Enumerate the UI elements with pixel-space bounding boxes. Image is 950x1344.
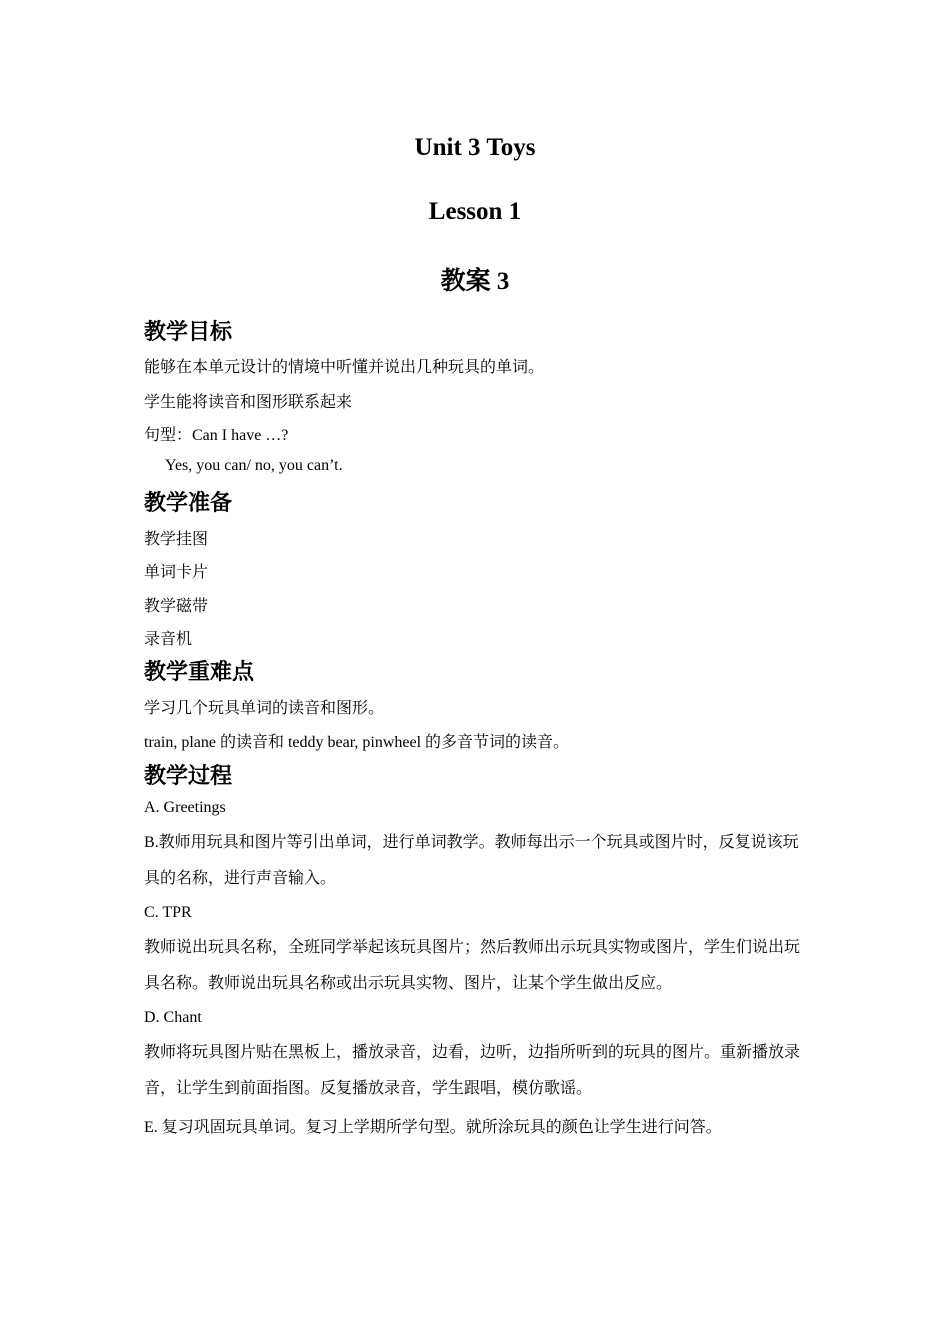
preparation-item: 教学挂图 bbox=[144, 531, 209, 548]
unit-title: Unit 3 Toys bbox=[414, 134, 536, 161]
process-step: B.教师用玩具和图片等引出单词，进行单词教学。教师每出示一个玩具或图片时，反复说该玩具的名称，进行声音输入。 bbox=[144, 834, 799, 887]
objective-item: 能够在本单元设计的情境中听懂并说出几种玩具的单词。 bbox=[144, 359, 545, 376]
process-step: D. Chant bbox=[144, 1009, 202, 1026]
lesson-title: Lesson 1 bbox=[428, 198, 522, 225]
process-step: C. TPR bbox=[144, 904, 192, 921]
process-step: E. 复习巩固玩具单词。复习上学期所学句型。就所涂玩具的颜色让学生进行问答。 bbox=[144, 1119, 722, 1136]
objective-item: 句型：Can I have …? bbox=[144, 427, 289, 444]
plan-title: 教案 3 bbox=[440, 268, 510, 295]
objective-item: 学生能将读音和图形联系起来 bbox=[144, 394, 353, 411]
keypoints-heading: 教学重难点 bbox=[144, 660, 255, 685]
process-step: 教师将玩具图片贴在黑板上，播放录音，边看，边听，边指所听到的玩具的图片。重新播放录音，让学生到前面指图。反复播放录音，学生跟唱，模仿歌谣。 bbox=[144, 1044, 801, 1097]
process-heading: 教学过程 bbox=[144, 764, 233, 789]
preparation-item: 单词卡片 bbox=[144, 564, 209, 581]
preparation-heading: 教学准备 bbox=[144, 491, 233, 516]
process-step: A. Greetings bbox=[144, 799, 226, 816]
objectives-heading: 教学目标 bbox=[144, 320, 233, 345]
keypoint-item: 学习几个玩具单词的读音和图形。 bbox=[144, 700, 385, 717]
process-step: 教师说出玩具名称，全班同学举起该玩具图片；然后教师出示玩具实物或图片，学生们说出玩具名称。教师说出玩具名称或出示玩具实物、图片，让某个学生做出反应。 bbox=[144, 939, 801, 992]
objective-item: Yes, you can/ no, you can’t. bbox=[165, 457, 343, 474]
keypoint-item: train, plane 的读音和 teddy bear, pinwheel 的多音节词的读音。 bbox=[144, 734, 570, 751]
preparation-item: 教学磁带 bbox=[144, 598, 209, 615]
preparation-item: 录音机 bbox=[144, 631, 193, 648]
